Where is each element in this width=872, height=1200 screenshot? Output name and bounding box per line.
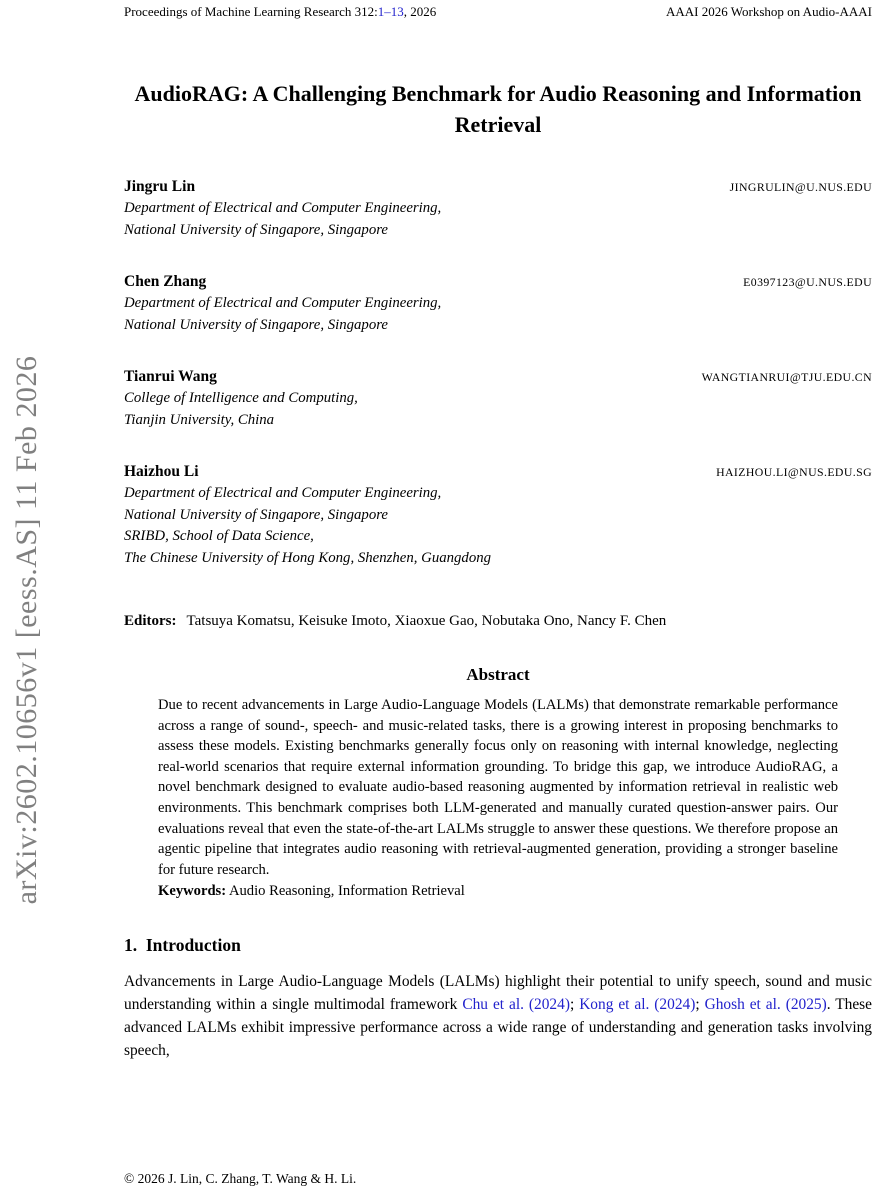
author-affiliation: Department of Electrical and Computer Engineering, [124, 295, 442, 311]
author-email: E0397123@U.NUS.EDU [743, 275, 872, 289]
paragraph-text: ; [569, 995, 580, 1013]
paragraph-text: ; [695, 995, 705, 1013]
author-affiliation: Tianjin University, China [124, 411, 275, 428]
header-left [124, 4, 436, 20]
keywords-line [158, 881, 838, 902]
author-affiliation: The Chinese University of Hong Kong, Shenzhen, Guangdong [124, 549, 492, 566]
editors-label: Editors: [124, 613, 177, 629]
author-affiliation: College of Intelligence and Computing, [124, 390, 358, 406]
citation-link-kong-2024[interactable]: Kong et al. (2024) [579, 995, 696, 1013]
abstract-text: Due to recent advancements in Large Audio-Language Models (LALMs) that demonstrate remarkable performance across a range of sound-, speech- and music-related tasks, there is a growing interest in proposing benchmarks to assess these models. Existing benchmarks generally focus only on reasoning with internal knowledge, neglecting real-world scenarios that require external information grounding. To bridge this gap, we introduce AudioRAG, a novel benchmark designed to evaluate audio-based reasoning augmented by information retrieval in realistic web environments. This benchmark comprises both LLM-generated and manually curated question-answer pairs. Our evaluations reveal that even the state-of-the-art LALMs struggle to answer these questions. We therefore propose an agentic pipeline that integrates audio reasoning with retrieval-augmented generation, providing a stronger baseline for future research. [158, 697, 838, 878]
keywords-label: Keywords: [158, 883, 227, 900]
author-name: Tianrui Wang [124, 368, 217, 385]
author-row [124, 366, 872, 388]
pages-link[interactable]: 1–13 [377, 4, 404, 19]
copyright-footer: © 2026 J. Lin, C. Zhang, T. Wang & H. Li. [124, 1171, 357, 1186]
citation-link-chu-2024[interactable]: Chu et al. (2024) [462, 995, 570, 1013]
author-name: Jingru Lin [124, 178, 196, 195]
paragraph-text: Advancements in Large Audio-Language Models (LALMs) highlight their potential to unify speech, sound and music understanding within a single multimodal framework [124, 972, 872, 1013]
journal-name: Proceedings of Machine Learning Research 312: [124, 4, 378, 19]
author-row [124, 271, 872, 293]
author-block [124, 176, 872, 241]
author-email: HAIZHOU.LI@NUS.EDU.SG [716, 465, 872, 479]
citation-link-ghosh-2025[interactable]: Ghosh et al. (2025) [704, 995, 827, 1013]
author-list [124, 176, 872, 569]
author-row [124, 461, 872, 483]
author-email: WANGTIANRUI@TJU.EDU.CN [701, 370, 872, 384]
author-affiliation: National University of Singapore, Singapore [124, 316, 388, 333]
author-email: JINGRULIN@U.NUS.EDU [729, 180, 872, 194]
author-name: Haizhou Li [124, 463, 199, 480]
paragraph-text: . These advanced LALMs exhibit impressive performance across a wide range of understanding and generation tasks involving speech, [124, 995, 872, 1059]
journal-year: , 2026 [403, 4, 437, 19]
keywords-text: Audio Reasoning, Information Retrieval [228, 883, 465, 900]
introduction-paragraph [124, 970, 872, 1062]
author-name: Chen Zhang [124, 273, 207, 290]
editors-line [124, 613, 872, 630]
author-block [124, 366, 872, 431]
author-block [124, 271, 872, 336]
page-content [124, 0, 872, 1062]
author-row [124, 176, 872, 198]
abstract-heading: Abstract [466, 665, 530, 684]
author-affiliation: National University of Singapore, Singapore [124, 221, 388, 238]
author-affiliation: SRIBD, School of Data Science, [124, 528, 314, 544]
running-header [124, 0, 872, 20]
author-affiliation: National University of Singapore, Singapore [124, 506, 388, 523]
editors-names: Tatsuya Komatsu, Keisuke Imoto, Xiaoxue Gao, Nobutaka Ono, Nancy F. Chen [186, 613, 667, 629]
author-block [124, 461, 872, 569]
author-affiliation: Department of Electrical and Computer Engineering, [124, 485, 442, 501]
header-right-workshop: AAAI 2026 Workshop on Audio-AAAI [666, 4, 872, 19]
section-heading-introduction: 1. Introduction [124, 934, 241, 955]
page-title: AudioRAG: A Challenging Benchmark for Audio Reasoning and Information Retrieval [134, 81, 862, 137]
author-affiliation: Department of Electrical and Computer Engineering, [124, 200, 442, 216]
arxiv-watermark: arXiv:2602.10656v1 [eess.AS] 11 Feb 2026 [10, 355, 43, 905]
